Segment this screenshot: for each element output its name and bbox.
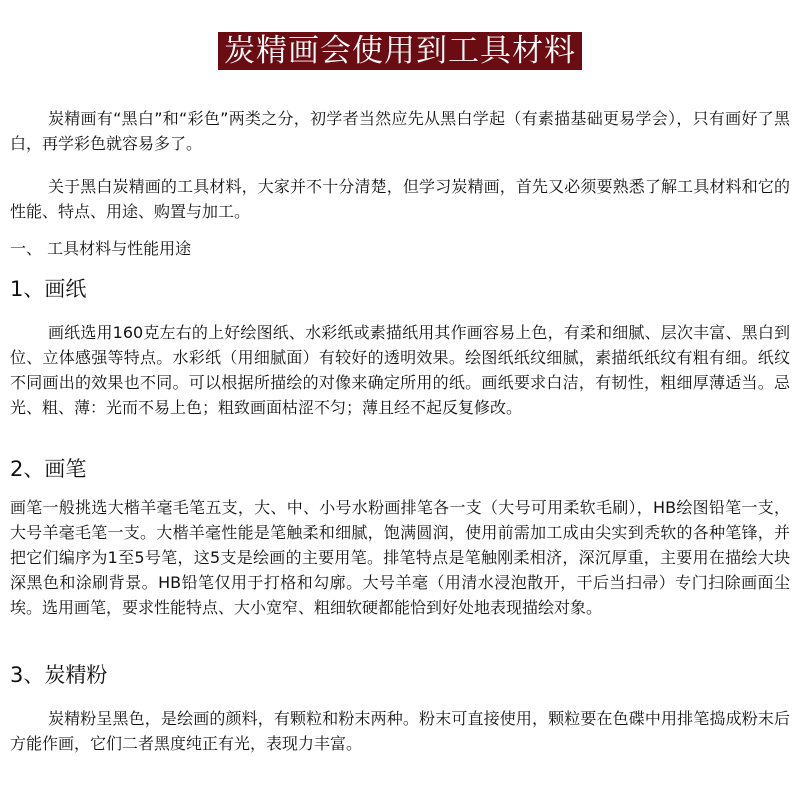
subsection-heading-paper: 1、画纸 [10, 277, 87, 301]
subsection-body-paper: 画纸选用160克左右的上好绘图纸、水彩纸或素描纸用其作画容易上色，有柔和细腻、层次丰富、黑白到位、立体感强等特点。水彩纸（用细腻面）有较好的透明效果。绘图纸纸纹细腻，素描纸纸纹有粗有细。纸纹不同画出的效果也不同。可以根据所描绘的对像来确定所用的纸。画纸要求白洁，有韧性，粗细厚薄适当。忌光、粗、薄：光而不易上色；粗致画面枯涩不匀；薄且经不起反复修改。 [10, 323, 790, 417]
page-title: 炭精画会使用到工具材料 [218, 32, 582, 70]
subsection-heading-carbon-powder: 3、炭精粉 [10, 663, 108, 687]
subsection-body-carbon-powder: 炭精粉呈黑色，是绘画的颜料，有颗粒和粉末两种。粉末可直接使用，颗粒要在色碟中用排笔捣成粉末后方能作画，它们二者黑度纯正有光，表现力丰富。 [10, 709, 790, 753]
intro-paragraph-1: 炭精画有“黑白”和“彩色”两类之分，初学者当然应先从黑白学起（有素描基础更易学会），只有画好了黑白，再学彩色就容易多了。 [10, 109, 790, 153]
title-banner [10, 0, 790, 72]
subsection-heading-brush: 2、画笔 [10, 457, 87, 481]
subsection-body-brush: 画笔一般挑选大楷羊毫毛笔五支，大、中、小号水粉画排笔各一支（大号可用柔软毛刷），HB绘图铅笔一支，大号羊毫毛笔一支。大楷羊毫性能是笔触柔和细腻，饱满圆润，使用前需加工成由尖实到秃软的各种笔锋，并把它们编序为1至5号笔，这5支是绘画的主要用笔。排笔特点是笔触刚柔相济，深沉厚重，主要用在描绘大块深黑色和涂刷背景。HB铅笔仅用于打格和勾廓。大号羊毫（用清水浸泡散开，干后当扫帚）专门扫除画面尘埃。选用画笔，要求性能特点、大小宽窄、粗细软硬都能恰到好处地表现描绘对象。 [10, 498, 790, 617]
section-heading-tools: 一、 工具材料与性能用途 [10, 239, 192, 258]
intro-paragraph-2: 关于黑白炭精画的工具材料，大家并不十分清楚，但学习炭精画，首先又必须要熟悉了解工具材料和它的性能、特点、用途、购置与加工。 [10, 177, 790, 221]
